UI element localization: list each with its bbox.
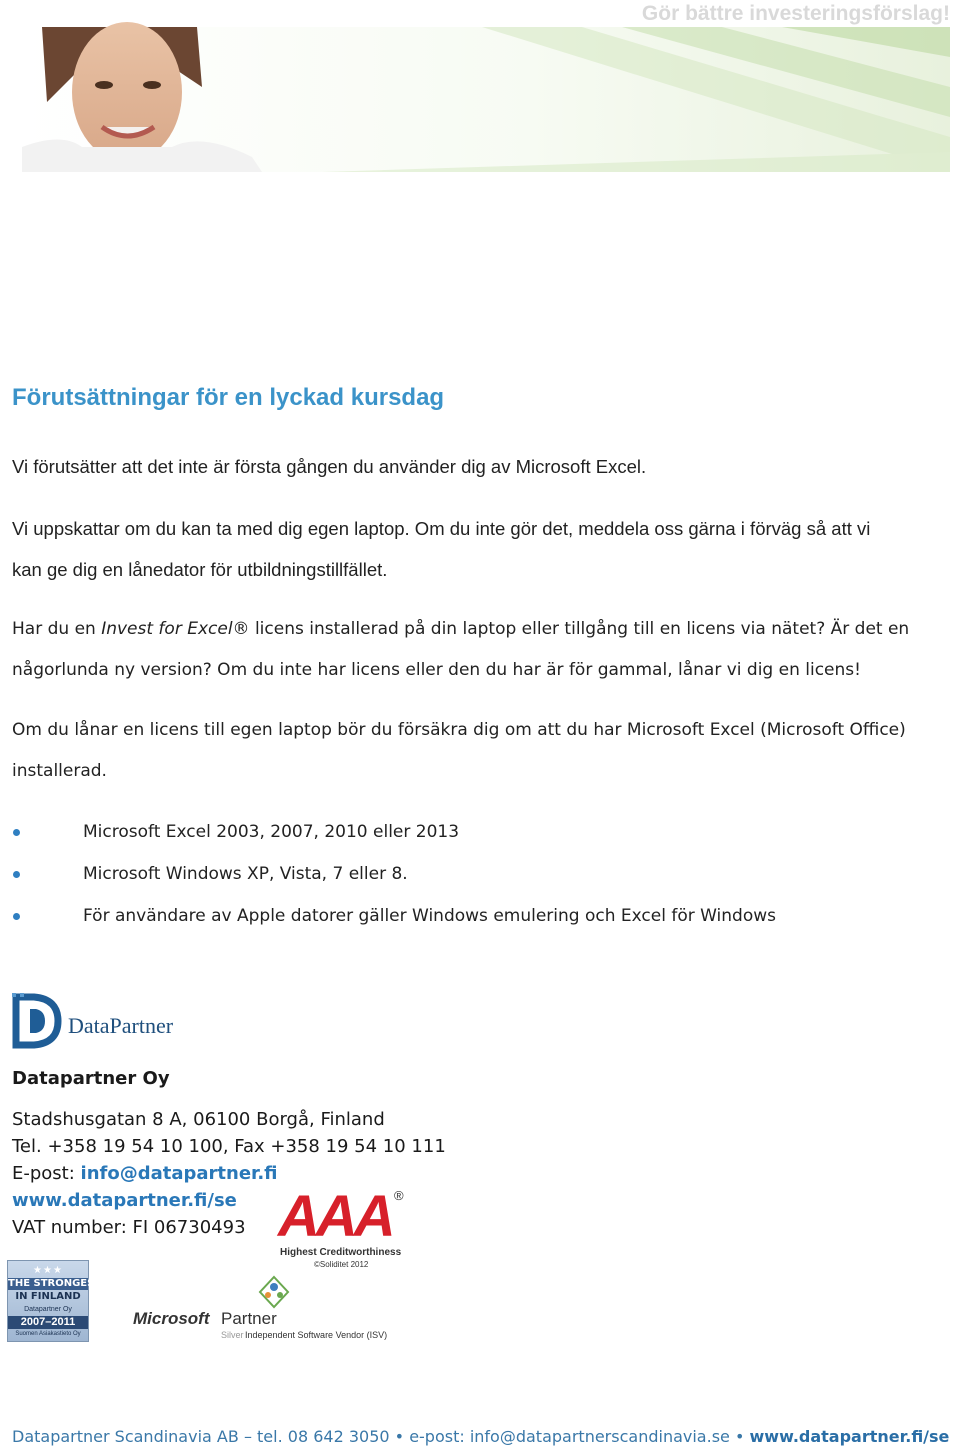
- stars-icon: ★★★: [33, 1265, 63, 1276]
- bullet-item-excel: Microsoft Excel 2003, 2007, 2010 eller 2013: [83, 822, 460, 842]
- footer-phone: tel. 08 642 3050: [257, 1427, 390, 1446]
- partner-level: Silver: [221, 1330, 244, 1340]
- company-name: Datapartner Oy: [12, 1068, 170, 1089]
- paragraph-license-line1: [12, 619, 909, 639]
- vat-number: VAT number: FI 06730493: [12, 1217, 246, 1238]
- company-email-line: [12, 1163, 278, 1184]
- microsoft-wordmark: Microsoft: [133, 1309, 210, 1328]
- aaa-year: ©Soliditet 2012: [314, 1260, 369, 1269]
- hero-illustration: [22, 27, 950, 172]
- eye-left: [95, 81, 113, 89]
- bullet-dot-icon: [13, 871, 20, 878]
- datapartner-logo-mark-icon: [12, 993, 62, 1049]
- bullet-item-windows: Microsoft Windows XP, Vista, 7 eller 8.: [83, 864, 408, 884]
- strongest-title-line1: THE STRONGEST: [8, 1278, 102, 1289]
- strongest-in-finland-badge: [7, 1260, 102, 1342]
- bullet-item-apple: För användare av Apple datorer gäller Windows emulering och Excel för Windows: [83, 906, 776, 926]
- green-stripes: [322, 27, 950, 172]
- paragraph-office-line1: Om du lånar en licens till egen laptop bör du försäkra dig om att du har Microsoft Excel (Microsoft Office): [12, 720, 906, 740]
- footer-website[interactable]: www.datapartner.fi/se: [749, 1427, 950, 1446]
- registered-mark-icon: ®: [394, 1188, 404, 1203]
- paragraph-license-line2: någorlunda ny version? Om du inte har licens eller den du har är för gammal, lånar vi dig en licens!: [12, 660, 861, 680]
- footer-separator-icon: •: [734, 1427, 745, 1446]
- invest-for-excel-name: Invest for Excel: [101, 619, 233, 639]
- aaa-subtitle: Highest Creditworthiness: [280, 1247, 402, 1258]
- footer-separator-icon: •: [394, 1427, 405, 1446]
- section-heading: Förutsättningar för en lyckad kursdag: [12, 384, 445, 411]
- license-text-pre: Har du en: [12, 619, 102, 639]
- license-text-post: ® licens installerad på din laptop eller tillgång till en licens via nätet? Är det en: [232, 619, 910, 639]
- datapartner-logo: [12, 993, 212, 1051]
- aaa-text: AAA: [278, 1184, 392, 1249]
- partner-word: Partner: [221, 1309, 277, 1328]
- footer-company: Datapartner Scandinavia AB: [12, 1427, 239, 1446]
- datapartner-logo-text: DataPartner: [68, 1013, 174, 1038]
- email-link[interactable]: info@datapartner.fi: [80, 1163, 278, 1184]
- website-link[interactable]: www.datapartner.fi/se: [12, 1190, 237, 1211]
- paragraph-excel-experience: Vi förutsätter att det inte är första gången du använder dig av Microsoft Excel.: [12, 456, 647, 477]
- strongest-source: Suomen Asiakastieto Oy: [15, 1331, 81, 1337]
- strongest-title-line2: IN FINLAND: [15, 1291, 81, 1302]
- page-footer: [12, 1427, 949, 1446]
- email-label: E-post:: [12, 1163, 81, 1184]
- paragraph-laptop-line1: Vi uppskattar om du kan ta med dig egen laptop. Om du inte gör det, meddela oss gärna i förväg så att vi: [12, 518, 871, 539]
- face-shape: [72, 22, 182, 162]
- bullet-dot-icon: [13, 913, 20, 920]
- eye-right: [143, 81, 161, 89]
- microsoft-partner-badge: [133, 1275, 393, 1343]
- partner-competency: Independent Software Vendor (ISV): [245, 1330, 388, 1340]
- paragraph-office-line2: installerad.: [12, 761, 107, 781]
- partner-network-icon: [257, 1275, 291, 1309]
- footer-email[interactable]: e-post: info@datapartnerscandinavia.se: [409, 1427, 730, 1446]
- strongest-years: 2007–2011: [8, 1316, 88, 1329]
- company-phone: Tel. +358 19 54 10 100, Fax +358 19 54 10 111: [12, 1136, 446, 1157]
- hero-banner-image: [22, 27, 950, 172]
- aaa-credit-badge: [278, 1184, 418, 1273]
- page-tagline: Gör bättre investeringsförslag!: [641, 2, 950, 25]
- paragraph-laptop-line2: kan ge dig en lånedator för utbildningstillfället.: [12, 559, 388, 580]
- strongest-company: Datapartner Oy: [24, 1306, 72, 1313]
- company-address: Stadshusgatan 8 A, 06100 Borgå, Finland: [12, 1109, 385, 1130]
- bullet-dot-icon: [13, 829, 20, 836]
- footer-dash: –: [243, 1427, 252, 1446]
